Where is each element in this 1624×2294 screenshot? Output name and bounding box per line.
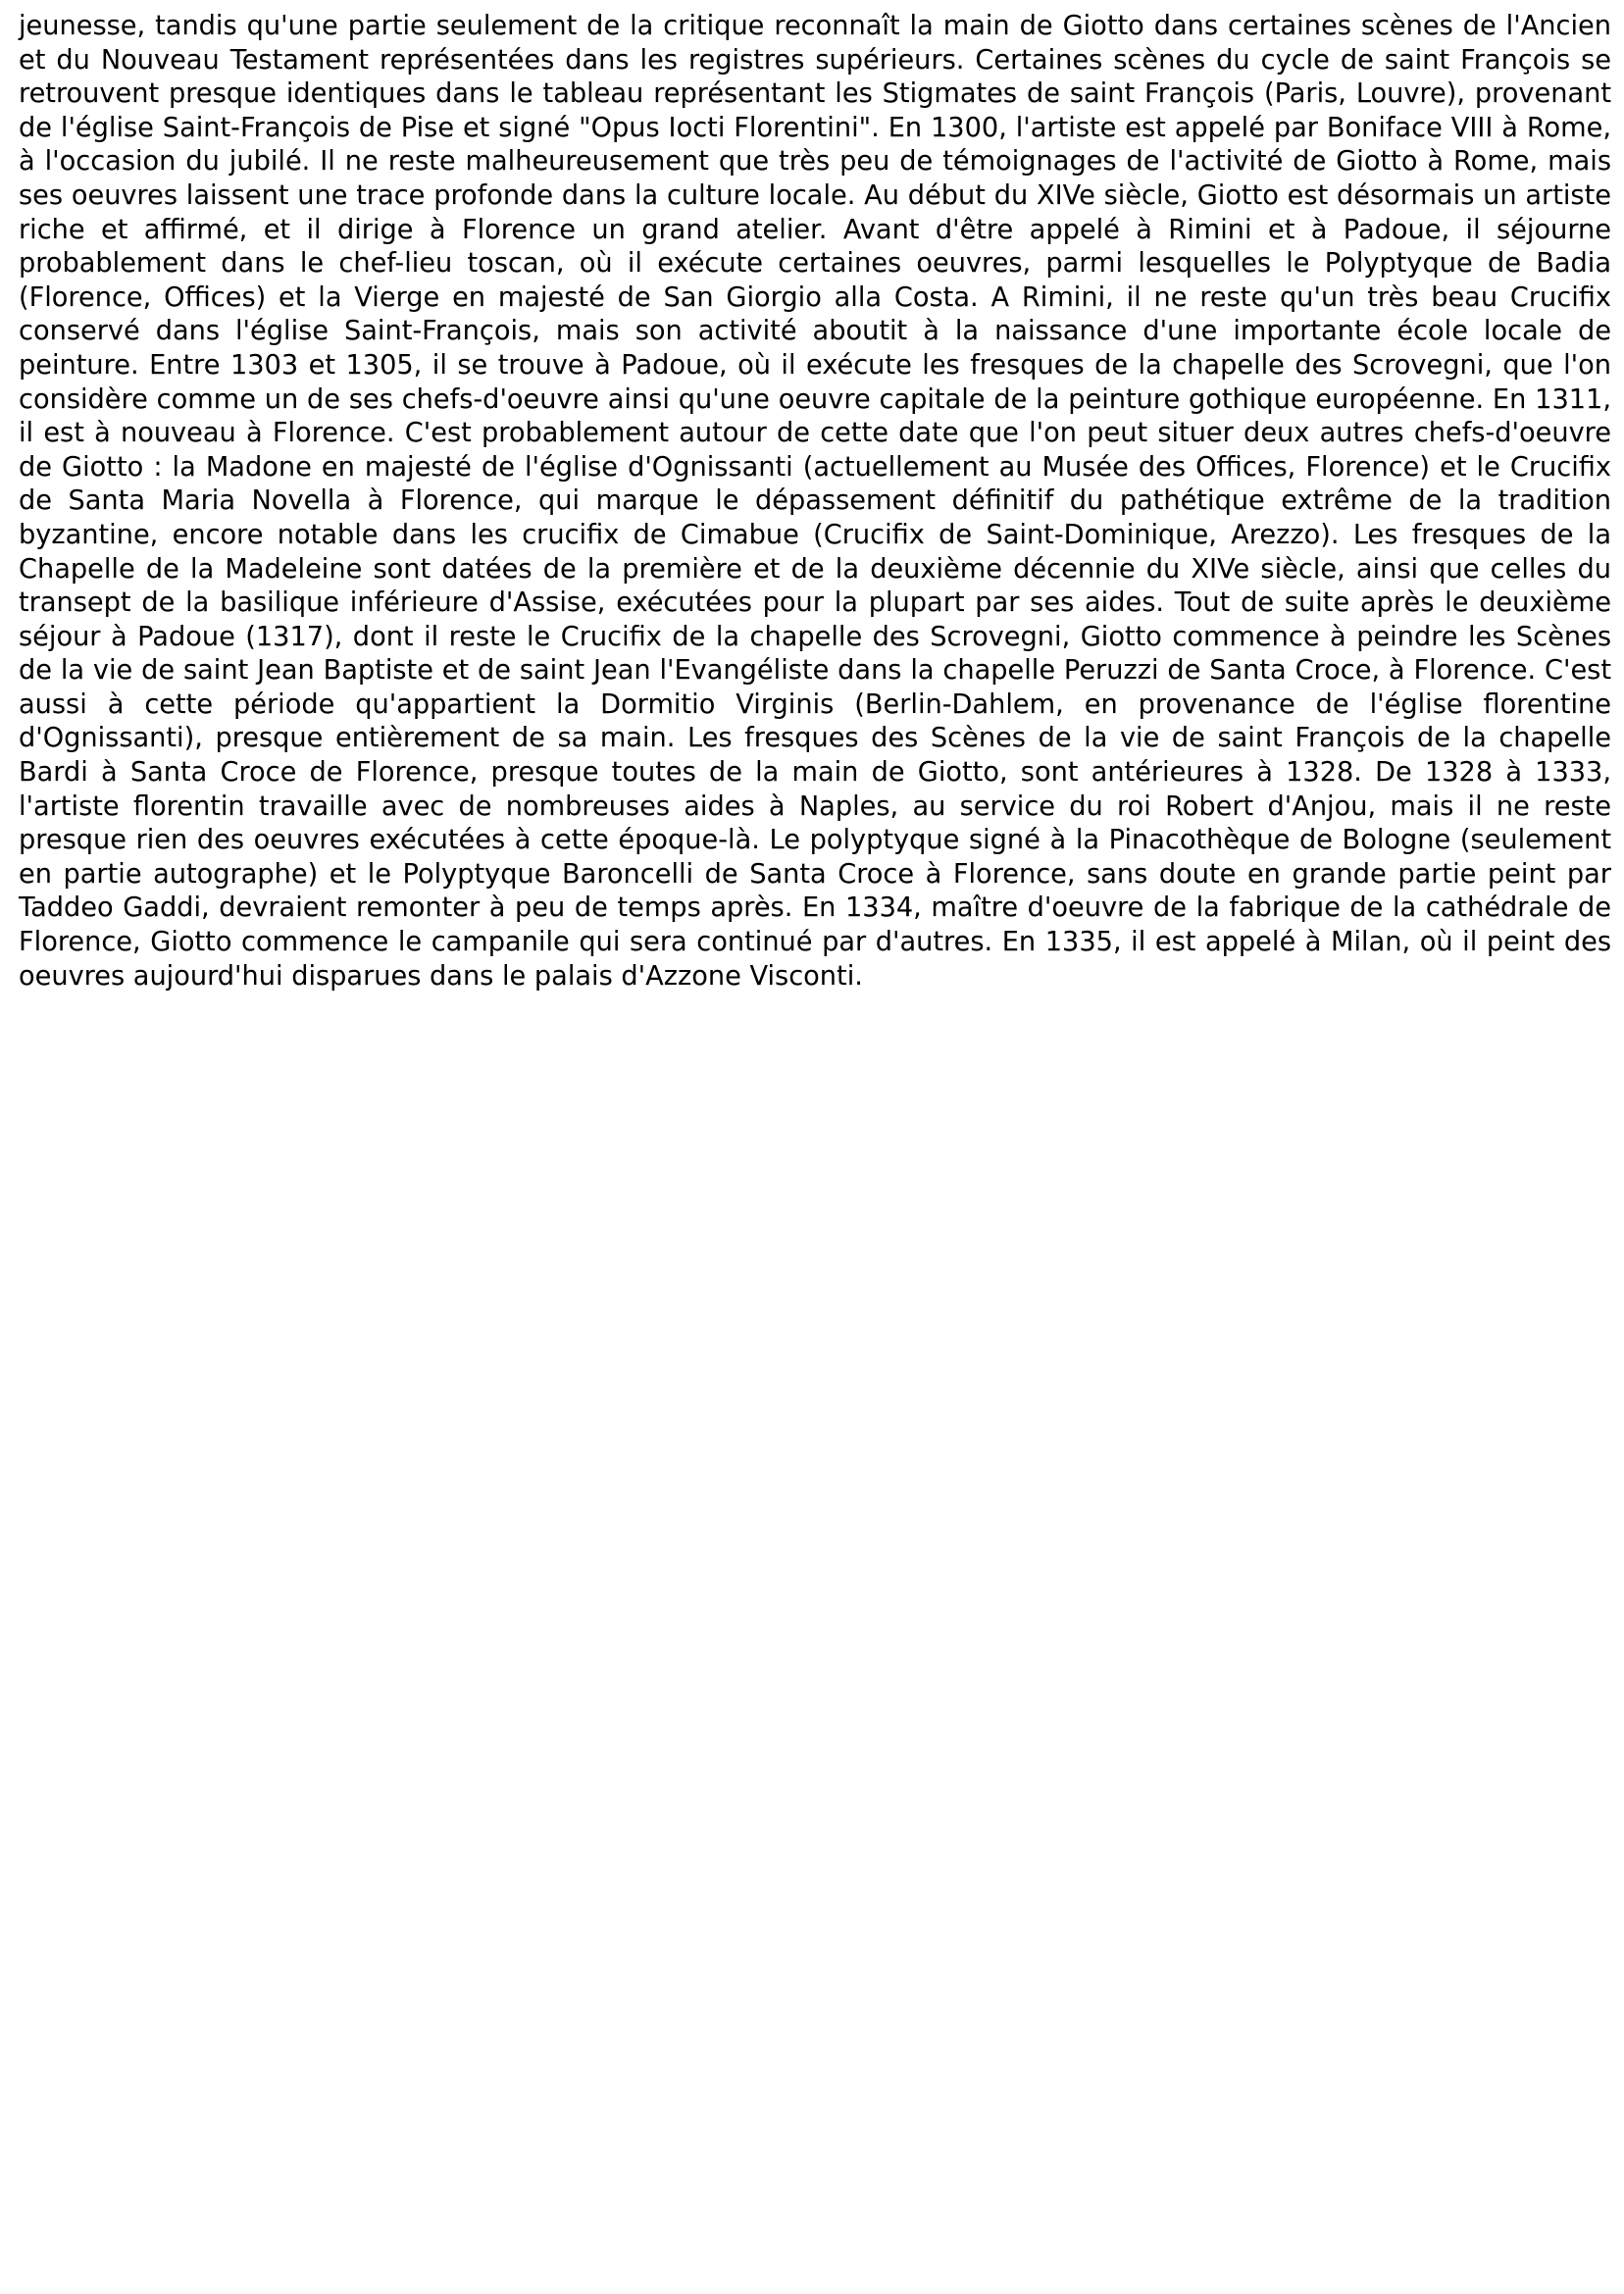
- document-page: [19, 10, 1611, 994]
- body-paragraph: jeunesse, tandis qu'une partie seulement de la critique reconnaît la main de Giotto dans certaines scènes de l'Ancien et du Nouveau Testament représentées dans les registres supérieurs. Certaines scènes du cycle de saint François se retrouvent presque identiques dans le tableau représentant les Stigmates de saint François (Paris, Louvre), provenant de l'église Saint-François de Pise et signé "Opus Iocti Florentini". En 1300, l'artiste est appelé par Boniface VIII à Rome, à l'occasion du jubilé. Il ne reste malheureusement que très peu de témoignages de l'activité de Giotto à Rome, mais ses oeuvres laissent une trace profonde dans la culture locale. Au début du XIVe siècle, Giotto est désormais un artiste riche et affirmé, et il dirige à Florence un grand atelier. Avant d'être appelé à Rimini et à Padoue, il séjourne probablement dans le chef-lieu toscan, où il exécute certaines oeuvres, parmi lesquelles le Polyptyque de Badia (Florence, Offices) et la Vierge en majesté de San Giorgio alla Costa. A Rimini, il ne reste qu'un très beau Crucifix conservé dans l'église Saint-François, mais son activité aboutit à la naissance d'une importante école locale de peinture. Entre 1303 et 1305, il se trouve à Padoue, où il exécute les fresques de la chapelle des Scrovegni, que l'on considère comme un de ses chefs-d'oeuvre ainsi qu'une oeuvre capitale de la peinture gothique européenne. En 1311, il est à nouveau à Florence. C'est probablement autour de cette date que l'on peut situer deux autres chefs-d'oeuvre de Giotto : la Madone en majesté de l'église d'Ognissanti (actuellement au Musée des Offices, Florence) et le Crucifix de Santa Maria Novella à Florence, qui marque le dépassement définitif du pathétique extrême de la tradition byzantine, encore notable dans les crucifix de Cimabue (Crucifix de Saint-Dominique, Arezzo). Les fresques de la Chapelle de la Madeleine sont datées de la première et de la deuxième décennie du XIVe siècle, ainsi que celles du transept de la basilique inférieure d'Assise, exécutées pour la plupart par ses aides. Tout de suite après le deuxième séjour à Padoue (1317), dont il reste le Crucifix de la chapelle des Scrovegni, Giotto commence à peindre les Scènes de la vie de saint Jean Baptiste et de saint Jean l'Evangéliste dans la chapelle Peruzzi de Santa Croce, à Florence. C'est aussi à cette période qu'appartient la Dormitio Virginis (Berlin-Dahlem, en provenance de l'église florentine d'Ognissanti), presque entièrement de sa main. Les fresques des Scènes de la vie de saint François de la chapelle Bardi à Santa Croce de Florence, presque toutes de la main de Giotto, sont antérieures à 1328. De 1328 à 1333, l'artiste florentin travaille avec de nombreuses aides à Naples, au service du roi Robert d'Anjou, mais il ne reste presque rien des oeuvres exécutées à cette époque-là. Le polyptyque signé à la Pinacothèque de Bologne (seulement en partie autographe) et le Polyptyque Baroncelli de Santa Croce à Florence, sans doute en grande partie peint par Taddeo Gaddi, devraient remonter à peu de temps après. En 1334, maître d'oeuvre de la fabrique de la cathédrale de Florence, Giotto commence le campanile qui sera continué par d'autres. En 1335, il est appelé à Milan, où il peint des oeuvres aujourd'hui disparues dans le palais d'Azzone Visconti.: [19, 11, 1611, 992]
